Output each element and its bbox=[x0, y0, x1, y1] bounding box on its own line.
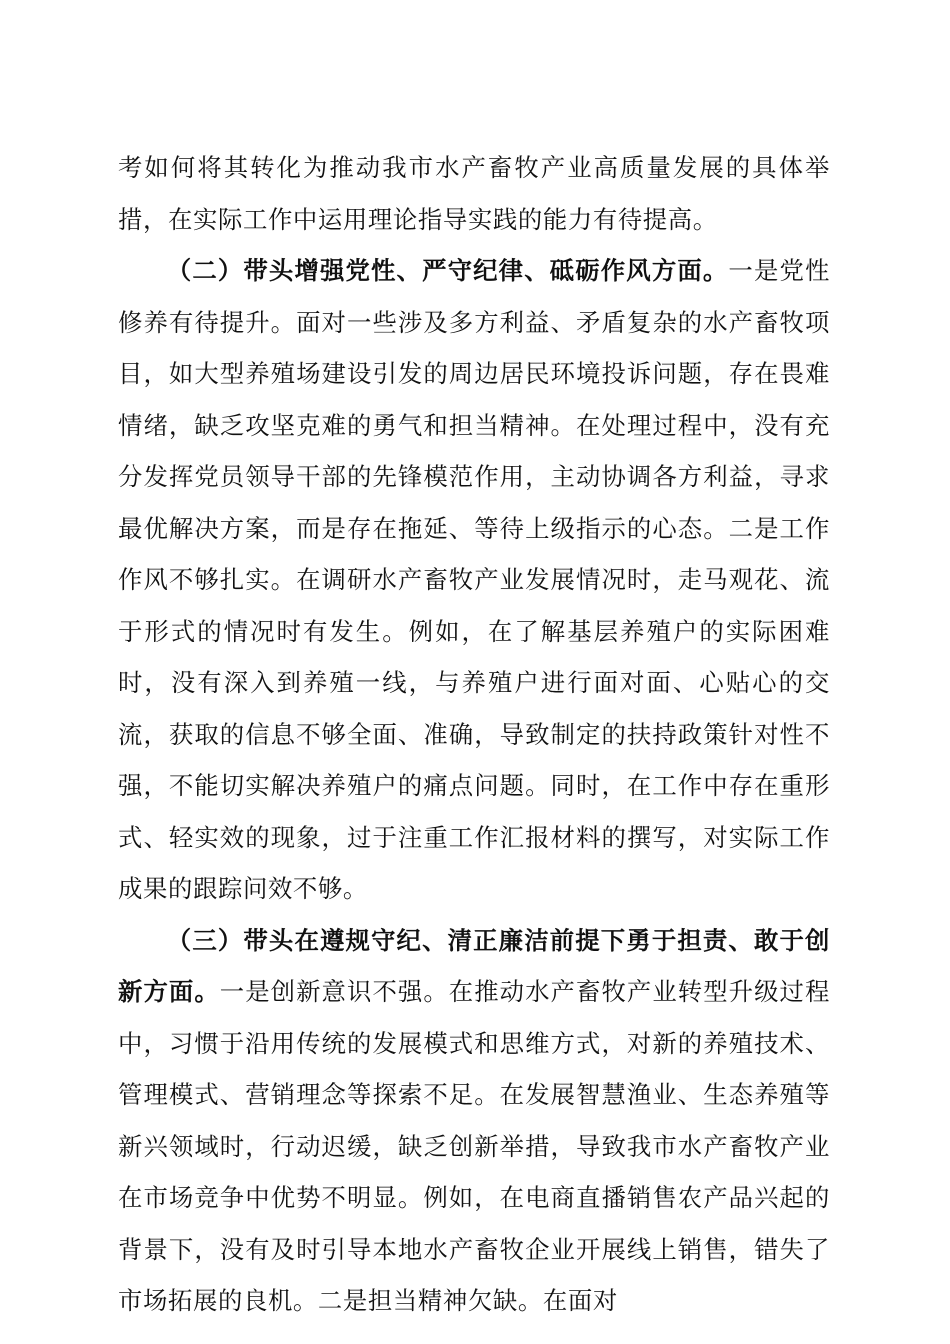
document-body bbox=[118, 142, 830, 1327]
section-three-heading: （三）带头在遵规守纪、清正廉洁前提下勇于担责、敢于创新方面。 bbox=[118, 925, 830, 1006]
paragraph-section-two bbox=[118, 245, 830, 915]
paragraph-text: 考如何将其转化为推动我市水产畜牧产业高质量发展的具体举措，在实际工作中运用理论指导实践的能力有待提高。 bbox=[118, 153, 830, 234]
paragraph-section-three bbox=[118, 915, 830, 1327]
paragraph-text: 一是创新意识不强。在推动水产畜牧产业转型升级过程中，习惯于沿用传统的发展模式和思维方式，对新的养殖技术、管理模式、营销理念等探索不足。在发展智慧渔业、生态养殖等新兴领域时，行动迟缓，缺乏创新举措，导致我市水产畜牧产业在市场竞争中优势不明显。例如，在电商直播销售农产品兴起的背景下，没有及时引导本地水产畜牧企业开展线上销售，错失了市场拓展的良机。二是担当精神欠缺。在面对 bbox=[118, 977, 830, 1315]
paragraph-continuation bbox=[118, 142, 830, 245]
section-two-heading: （二）带头增强党性、严守纪律、砥砺作风方面。 bbox=[166, 256, 729, 285]
paragraph-text: 一是党性修养有待提升。面对一些涉及多方利益、矛盾复杂的水产畜牧项目，如大型养殖场建设引发的周边居民环境投诉问题，存在畏难情绪，缺乏攻坚克难的勇气和担当精神。在处理过程中，没有充分发挥党员领导干部的先锋模范作用，主动协调各方利益，寻求最优解决方案，而是存在拖延、等待上级指示的心态。二是工作作风不够扎实。在调研水产畜牧产业发展情况时，走马观花、流于形式的情况时有发生。例如，在了解基层养殖户的实际困难时，没有深入到养殖一线，与养殖户进行面对面、心贴心的交流，获取的信息不够全面、准确，导致制定的扶持政策针对性不强，不能切实解决养殖户的痛点问题。同时，在工作中存在重形式、轻实效的现象，过于注重工作汇报材料的撰写，对实际工作成果的跟踪问效不够。 bbox=[118, 256, 830, 903]
